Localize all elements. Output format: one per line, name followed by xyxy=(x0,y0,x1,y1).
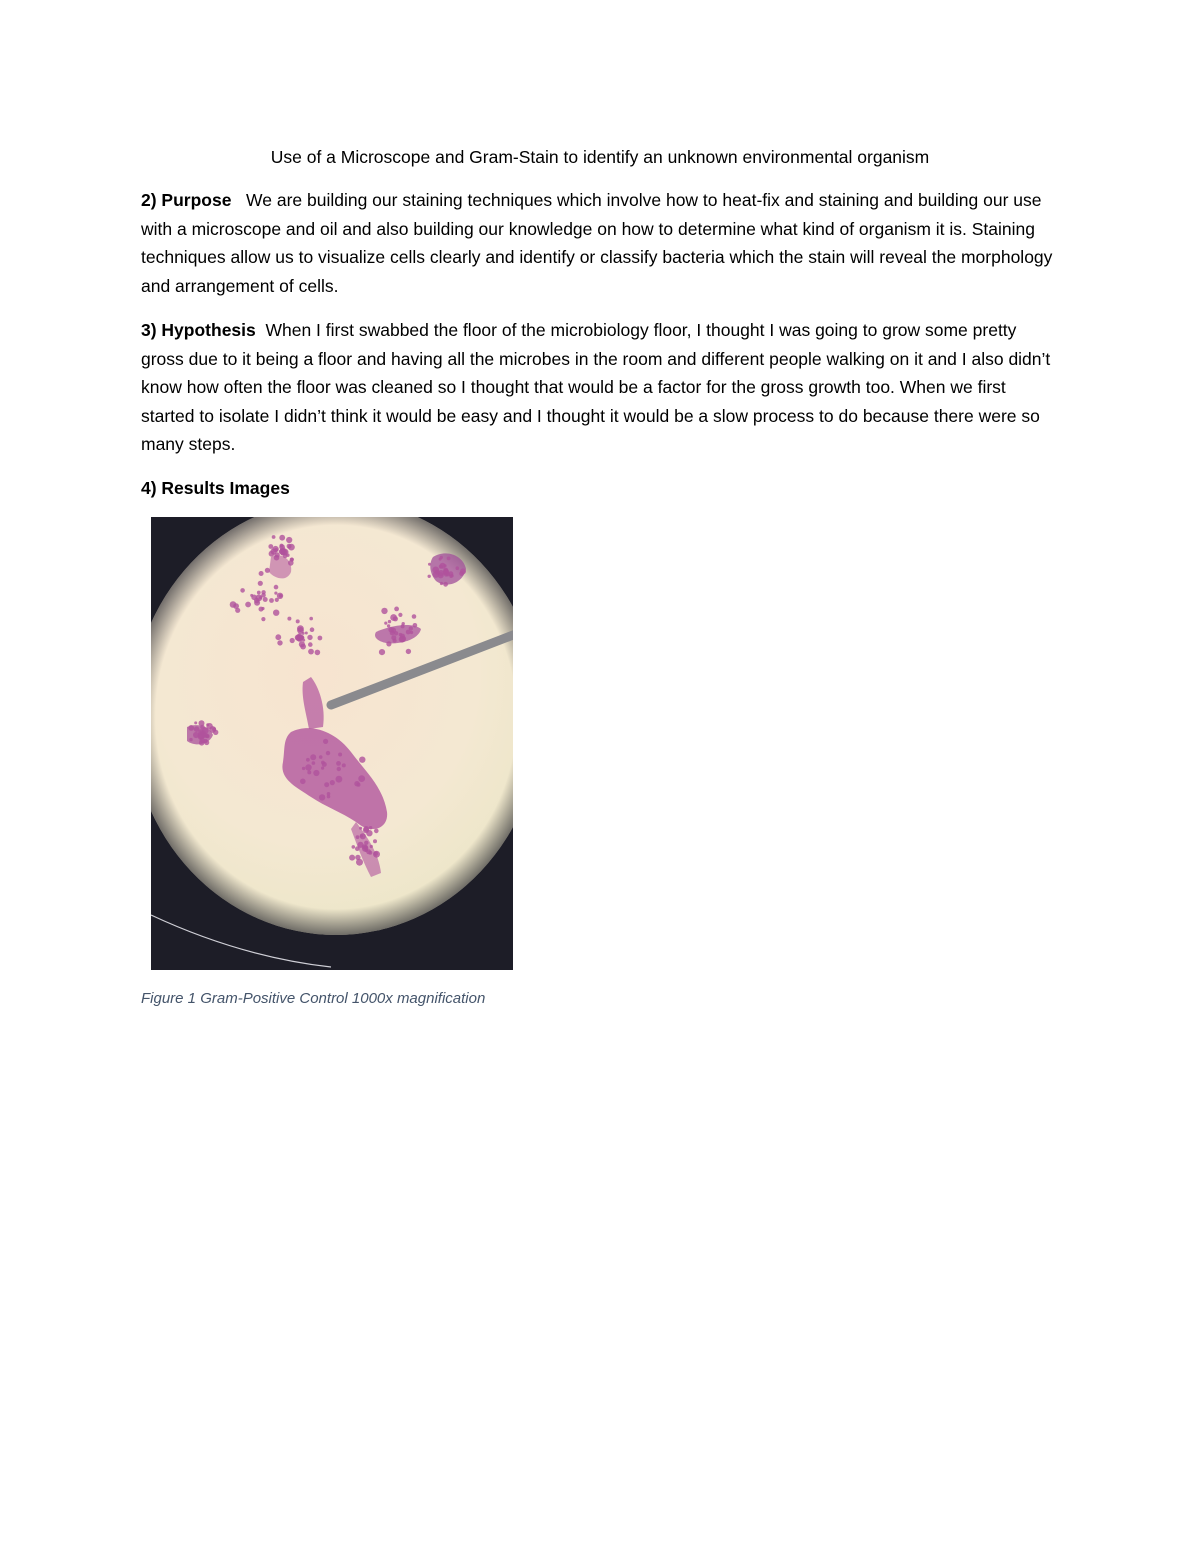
stained-cell xyxy=(324,782,329,787)
stained-cell xyxy=(357,783,361,787)
stained-cell xyxy=(287,617,291,621)
stained-cell xyxy=(307,770,311,774)
stained-cell xyxy=(313,770,319,776)
stained-cell xyxy=(309,617,313,621)
stained-cell xyxy=(388,627,393,632)
stained-cell xyxy=(359,827,362,830)
stained-cell xyxy=(240,588,245,593)
stained-cell xyxy=(355,846,360,851)
stained-cell xyxy=(194,721,197,724)
stained-cell xyxy=(301,632,304,635)
stained-cell xyxy=(363,826,369,832)
stained-cell xyxy=(308,649,314,655)
results-heading: 4) Results Images xyxy=(141,478,290,498)
stained-cell xyxy=(251,595,257,601)
stained-cell xyxy=(336,776,343,783)
stained-cell xyxy=(279,535,285,541)
stained-cell xyxy=(373,851,380,858)
stained-cell xyxy=(336,761,341,766)
stained-cell xyxy=(444,570,449,575)
stained-cell xyxy=(200,725,205,730)
stained-cell xyxy=(269,598,274,603)
stained-cell xyxy=(349,855,355,861)
stained-cell xyxy=(235,608,240,613)
stained-cell xyxy=(443,564,446,567)
stained-cell xyxy=(286,554,289,557)
stained-cell xyxy=(308,642,313,647)
stained-cell xyxy=(297,625,304,632)
stained-cell xyxy=(356,835,360,839)
stained-cell xyxy=(254,600,260,606)
stained-cell xyxy=(394,607,399,612)
stained-cell xyxy=(279,594,283,598)
stained-cell xyxy=(274,555,280,561)
stained-cell xyxy=(342,763,346,767)
microscope-image xyxy=(151,517,513,970)
stained-cell xyxy=(310,754,316,760)
stained-cell xyxy=(290,638,295,643)
stained-cell xyxy=(355,855,360,860)
microscope-field-graphic xyxy=(151,517,513,970)
stained-cell xyxy=(330,780,335,785)
stained-cell xyxy=(391,635,396,640)
stained-cell xyxy=(277,640,282,645)
stained-cell xyxy=(302,767,305,770)
stained-cell xyxy=(323,739,328,744)
stained-cell xyxy=(273,610,279,616)
stained-cell xyxy=(299,641,305,647)
stained-cell xyxy=(321,767,324,770)
stained-cell xyxy=(363,845,366,848)
stained-cell xyxy=(274,592,277,595)
stained-cell xyxy=(386,641,391,646)
stained-cell xyxy=(274,548,278,552)
stained-cell xyxy=(443,582,448,587)
stained-cell xyxy=(456,566,460,570)
stained-cell xyxy=(288,544,295,551)
stained-cell xyxy=(379,649,385,655)
stained-cell xyxy=(306,758,310,762)
stained-cell xyxy=(319,755,323,759)
stained-cell xyxy=(212,727,216,731)
stained-cell xyxy=(261,593,266,598)
stained-cell xyxy=(337,767,341,771)
stained-cell xyxy=(459,571,464,576)
purpose-text: We are building our staining techniques which involve how to heat-fix and staining and building our use with a microscope and oil and also building our knowledge on how to determine what kind of organism it is. Staining techniques allow us to visualize cells clearly and identify or classify bacteria which the stain will reveal the morphology and arrangement of cells. xyxy=(141,190,1053,296)
stained-cell xyxy=(440,556,443,559)
stained-cell xyxy=(428,563,431,566)
stained-cell xyxy=(381,608,387,614)
stained-cell xyxy=(373,839,377,843)
stained-cell xyxy=(263,597,268,602)
document-title: Use of a Microscope and Gram-Stain to identify an unknown environmental organism xyxy=(270,147,930,167)
stained-cell xyxy=(279,544,283,548)
stained-cell xyxy=(400,634,405,639)
stained-cell xyxy=(300,779,306,785)
stained-cell xyxy=(305,764,311,770)
stained-cell xyxy=(204,739,208,743)
stained-cell xyxy=(318,636,323,641)
stained-cell xyxy=(338,753,342,757)
stained-cell xyxy=(261,607,264,610)
stained-cell xyxy=(298,635,303,640)
purpose-section xyxy=(141,186,1061,300)
stained-cell xyxy=(188,725,194,731)
stained-cell xyxy=(245,602,251,608)
stained-cell xyxy=(275,634,281,640)
stained-cell xyxy=(307,635,312,640)
stained-cell xyxy=(198,733,205,740)
stained-cell xyxy=(296,619,300,623)
hypothesis-heading: 3) Hypothesis xyxy=(141,320,256,340)
stained-cell xyxy=(290,558,294,562)
stained-cell xyxy=(268,544,273,549)
stained-cell xyxy=(384,622,387,625)
stained-cell xyxy=(360,834,363,837)
stained-cell xyxy=(327,795,331,799)
stained-cell xyxy=(358,775,365,782)
stained-cell xyxy=(272,535,276,539)
stained-cell xyxy=(305,632,308,635)
stained-cell xyxy=(286,537,292,543)
stained-cell xyxy=(261,617,265,621)
stained-cell xyxy=(310,627,315,632)
stained-cell xyxy=(410,631,413,634)
stained-cell xyxy=(388,620,391,623)
stained-cell xyxy=(206,723,209,726)
stained-cell xyxy=(449,575,452,578)
stained-cell xyxy=(257,591,261,595)
stained-cell xyxy=(370,845,373,848)
stained-cell xyxy=(312,761,316,765)
stained-cell xyxy=(435,570,440,575)
stained-cell xyxy=(352,845,356,849)
stained-cell xyxy=(279,549,283,553)
stained-cell xyxy=(274,585,279,590)
stained-cell xyxy=(258,581,263,586)
stained-cell xyxy=(447,557,451,561)
stained-cell xyxy=(275,598,279,602)
stained-cell xyxy=(189,738,192,741)
stained-cell xyxy=(413,623,418,628)
stained-cell xyxy=(406,649,411,654)
stained-cell xyxy=(259,571,264,576)
stained-cell xyxy=(315,650,321,656)
stained-cell xyxy=(440,582,443,585)
stained-cell xyxy=(319,794,325,800)
figure-caption: Figure 1 Gram-Positive Control 1000x magnification xyxy=(141,990,486,1007)
stained-cell xyxy=(369,826,372,829)
stained-cell xyxy=(374,829,379,834)
stained-cell xyxy=(321,761,325,765)
stained-cell xyxy=(359,757,365,763)
stained-cell xyxy=(398,613,402,617)
stained-cell xyxy=(428,575,431,578)
hypothesis-section xyxy=(141,316,1061,459)
hypothesis-text: When I first swabbed the floor of the microbiology floor, I thought I was going to grow some pretty gross due to it being a floor and having all the microbes in the room and different people walking on it and I also didn’t know how often the floor was cleaned so I thought that would be a factor for the gross growth too. When we first started to isolate I didn’t think it would be easy and I thought it would be a slow process to do because there were so many steps. xyxy=(141,320,1051,454)
stained-cell xyxy=(326,751,330,755)
stained-cell xyxy=(401,624,405,628)
stained-cell xyxy=(412,614,417,619)
stained-cell xyxy=(265,568,270,573)
purpose-heading: 2) Purpose xyxy=(141,190,232,210)
stained-cell xyxy=(387,624,390,627)
stained-cell xyxy=(393,616,398,621)
